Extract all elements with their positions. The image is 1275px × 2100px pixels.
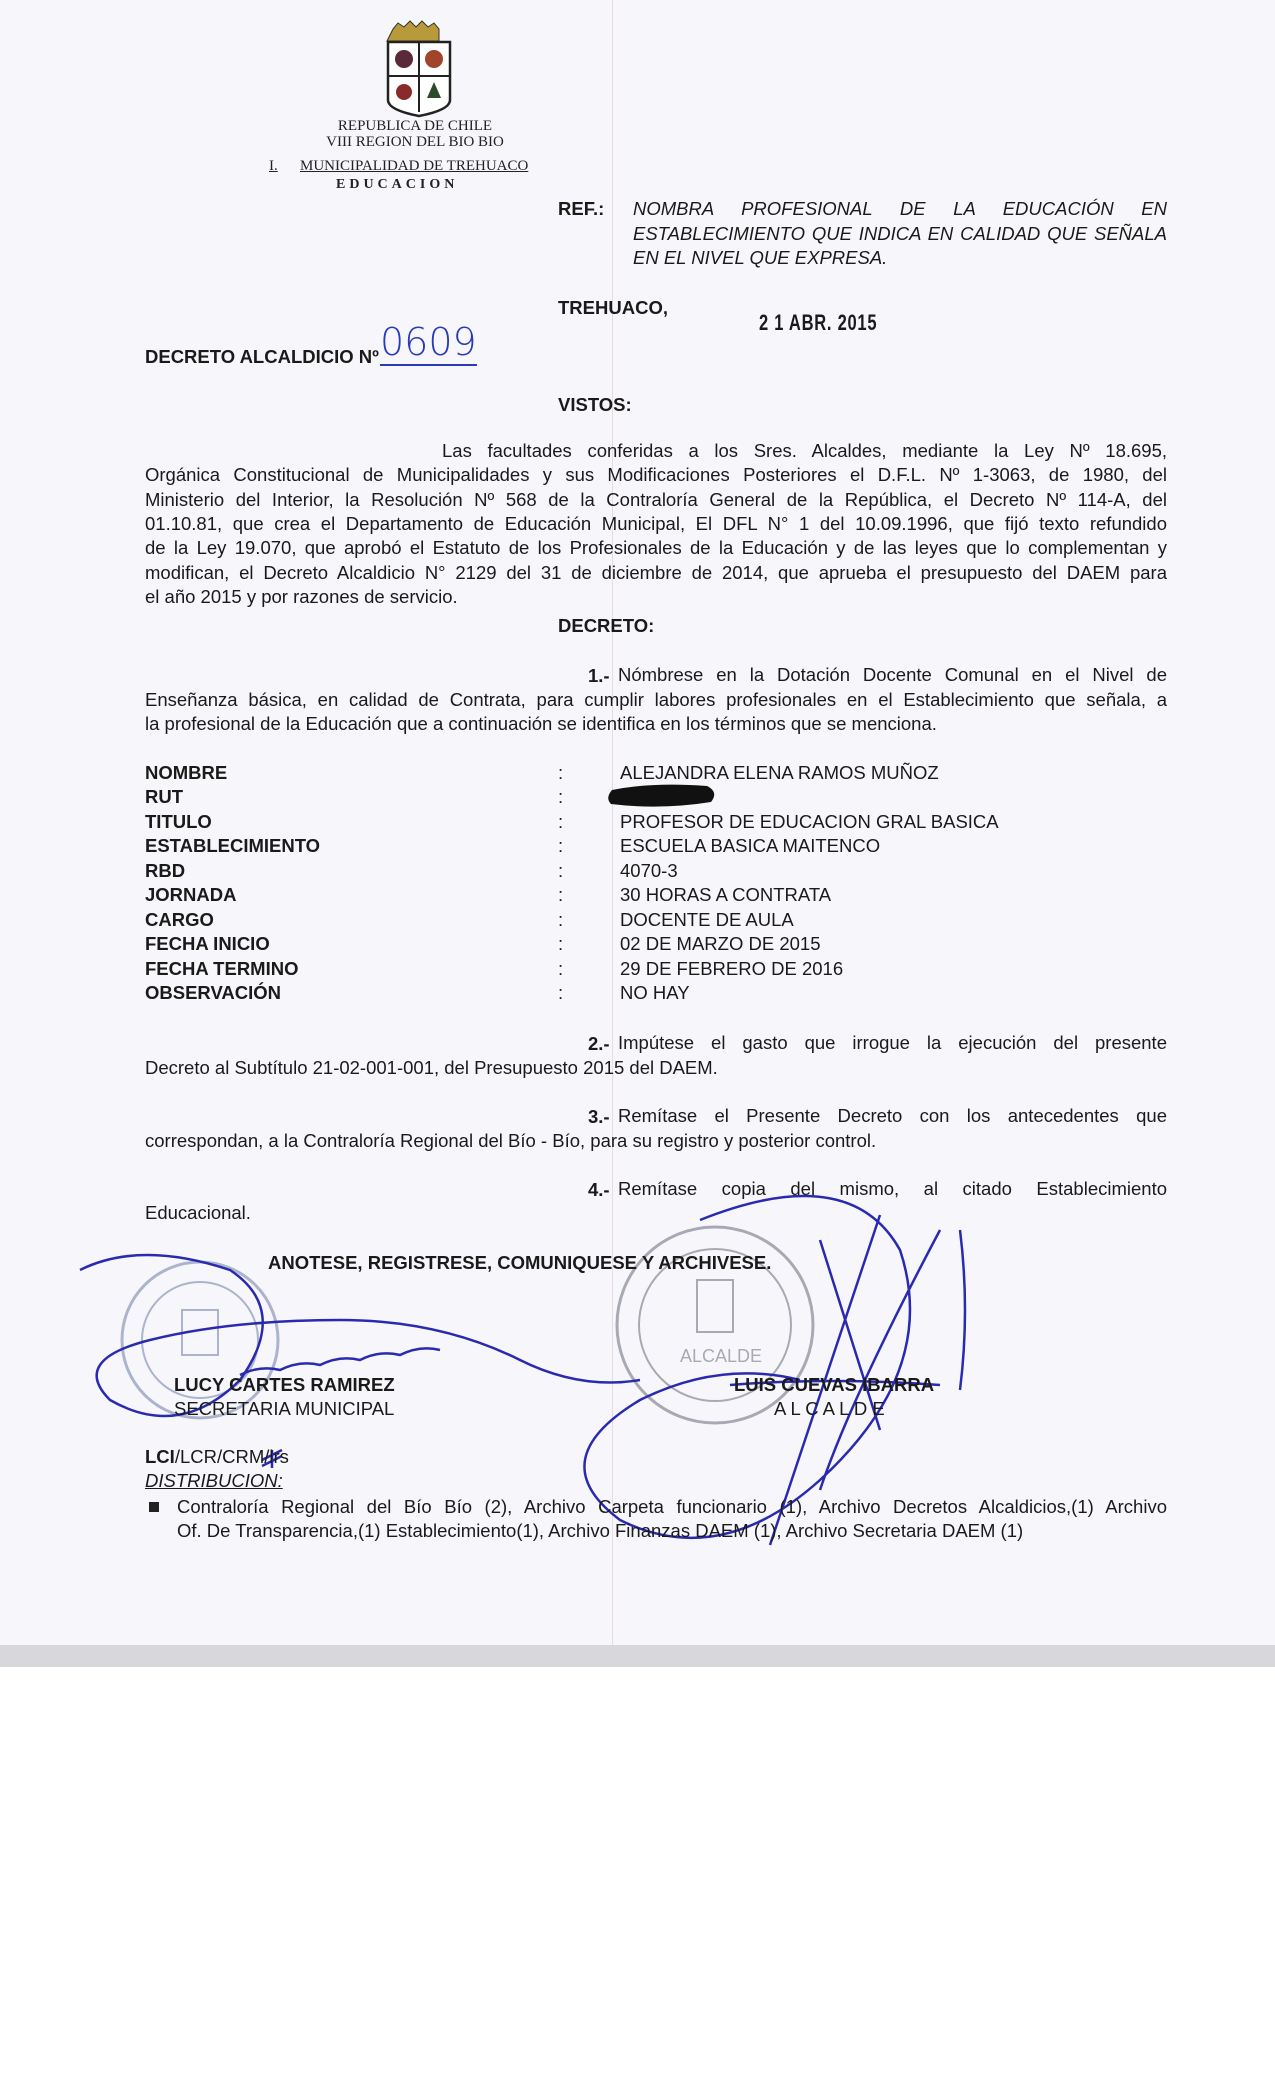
detail-value: 4070-3: [620, 860, 678, 881]
header-municipality: MUNICIPALIDAD DE TREHUACO: [300, 158, 529, 174]
article-line: Enseñanza básica, en calidad de Contrata, para cumplir labores profesionales en el Establecimiento que señala, a: [145, 689, 1167, 710]
ref-line: EN EL NIVEL QUE EXPRESA.: [633, 247, 888, 268]
detail-value: 29 DE FEBRERO DE 2016: [620, 958, 844, 979]
colon: :: [558, 958, 564, 979]
vistos-line: de la Ley 19.070, que aprobó el Estatuto de los Profesionales de la Educación y de las leyes que lo complementan y: [145, 537, 1167, 558]
initials-bold: LCI: [145, 1446, 175, 1467]
vistos-line: 01.10.81, que crea el Departamento de Educación Municipal, El DFL N° 1 del 10.09.1996, que fijó texto refundido: [145, 513, 1167, 534]
detail-label: JORNADA: [145, 884, 237, 905]
vistos-line: Orgánica Constitucional de Municipalidades y sus Modificaciones Posteriores el D.F.L. Nº 1-3063, de 1980, del: [145, 464, 1167, 485]
header-municipality-prefix: I.: [269, 158, 278, 174]
colon: :: [558, 811, 564, 832]
decree-label: DECRETO ALCALDICIO Nº: [145, 346, 379, 367]
header-country: REPUBLICA DE CHILE: [337, 118, 493, 134]
article-number: 2.-: [588, 1033, 610, 1054]
article-number: 3.-: [588, 1106, 610, 1127]
svg-text:ALCALDE: ALCALDE: [680, 1346, 763, 1366]
scan-edge: [0, 1645, 1275, 1667]
detail-label: OBSERVACIÓN: [145, 982, 282, 1003]
decreto-heading: DECRETO:: [558, 615, 655, 636]
colon: :: [558, 835, 564, 856]
detail-value: DOCENTE DE AULA: [620, 909, 794, 930]
article-line: Decreto al Subtítulo 21-02-001-001, del Presupuesto 2015 del DAEM.: [145, 1057, 718, 1078]
vistos-line: Ministerio del Interior, la Resolución Nº 568 de la Contraloría General de la República, el Decreto Nº 114-A, del: [145, 489, 1167, 510]
article-line: la profesional de la Educación que a continuación se identifica en los términos que se menciona.: [145, 713, 937, 734]
detail-label: CARGO: [145, 909, 214, 930]
detail-row: [0, 909, 1275, 933]
secretary-role: SECRETARIA MUNICIPAL: [174, 1398, 395, 1419]
detail-label: ESTABLECIMIENTO: [145, 835, 321, 856]
colon: :: [558, 884, 564, 905]
colon: :: [558, 982, 564, 1003]
colon: :: [558, 909, 564, 930]
detail-label: FECHA INICIO: [145, 933, 270, 954]
article-line: correspondan, a la Contraloría Regional del Bío - Bío, para su registro y posterior control.: [145, 1130, 877, 1151]
initials: [145, 1445, 289, 1469]
detail-label: RUT: [145, 786, 184, 807]
distribution-heading: DISTRIBUCION:: [145, 1470, 283, 1491]
ref-line: ESTABLECIMIENTO QUE INDICA EN CALIDAD QUE SEÑALA: [633, 223, 1167, 244]
detail-label: FECHA TERMINO: [145, 958, 299, 979]
detail-row: [0, 884, 1275, 908]
detail-row: [0, 860, 1275, 884]
detail-label: NOMBRE: [145, 762, 228, 783]
vistos-line: modifican, el Decreto Alcaldicio N° 2129 del 31 de diciembre de 2014, que aprueba el presupuesto del DAEM para: [145, 562, 1167, 583]
detail-row: [0, 982, 1275, 1006]
detail-value: ESCUELA BASICA MAITENCO: [620, 835, 881, 856]
bullet-icon: [149, 1502, 159, 1512]
detail-row: [0, 811, 1275, 835]
detail-value: NO HAY: [620, 982, 690, 1003]
mayor-role: A L C A L D E: [774, 1398, 885, 1419]
detail-row: [0, 958, 1275, 982]
article-number: 1.-: [588, 665, 610, 686]
decree-number: 0609: [380, 320, 477, 364]
article-line: Remítase el Presente Decreto con los antecedentes que: [618, 1105, 1167, 1126]
colon: :: [558, 933, 564, 954]
ref-line: NOMBRA PROFESIONAL DE LA EDUCACIÓN EN: [633, 198, 1167, 219]
article-line: Impútese el gasto que irrogue la ejecución del presente: [618, 1032, 1167, 1053]
article-number: 4.-: [588, 1179, 610, 1200]
detail-value: 02 DE MARZO DE 2015: [620, 933, 821, 954]
distribution-line: Of. De Transparencia,(1) Establecimiento(1), Archivo Finanzas DAEM (1), Archivo Secretaria DAEM (1): [177, 1520, 1024, 1541]
detail-row: [0, 933, 1275, 957]
secretary-name: LUCY CARTES RAMIREZ: [174, 1374, 395, 1395]
ref-label: REF.:: [558, 198, 605, 219]
detail-label: TITULO: [145, 811, 212, 832]
detail-value: PROFESOR DE EDUCACION GRAL BASICA: [620, 811, 999, 832]
header-region: VIII REGION DEL BIO BIO: [326, 134, 504, 150]
detail-row: [0, 762, 1275, 786]
colon: :: [558, 786, 564, 807]
colon: :: [558, 762, 564, 783]
detail-label: RBD: [145, 860, 186, 881]
vistos-line: Las facultades conferidas a los Sres. Alcaldes, mediante la Ley Nº 18.695,: [442, 440, 1167, 461]
article-line: Educacional.: [145, 1202, 251, 1223]
vistos-heading: VISTOS:: [558, 394, 632, 415]
colon: :: [558, 860, 564, 881]
initials-rest: /LCR/CRM/lrs: [174, 1446, 289, 1467]
detail-row: [0, 835, 1275, 859]
detail-row: [0, 786, 1275, 810]
date-stamp: 2 1 ABR. 2015: [759, 310, 878, 335]
detail-value: 30 HORAS A CONTRATA: [620, 884, 832, 905]
article-line: Remítase copia del mismo, al citado Establecimiento: [618, 1178, 1167, 1199]
detail-value: ALEJANDRA ELENA RAMOS MUÑOZ: [620, 762, 939, 783]
closing-formula: ANOTESE, REGISTRESE, COMUNIQUESE Y ARCHIVESE.: [268, 1252, 772, 1273]
header-department: EDUCACION: [336, 177, 459, 192]
vistos-line: el año 2015 y por razones de servicio.: [145, 586, 458, 607]
distribution-line: Contraloría Regional del Bío Bío (2), Archivo Carpeta funcionario (1), Archivo Decretos Alcaldicios,(1) Archivo: [177, 1496, 1167, 1517]
article-line: Nómbrese en la Dotación Docente Comunal en el Nivel de: [618, 664, 1167, 685]
mayor-name: LUIS CUEVAS IBARRA: [734, 1374, 935, 1395]
place: TREHUACO,: [558, 297, 668, 318]
